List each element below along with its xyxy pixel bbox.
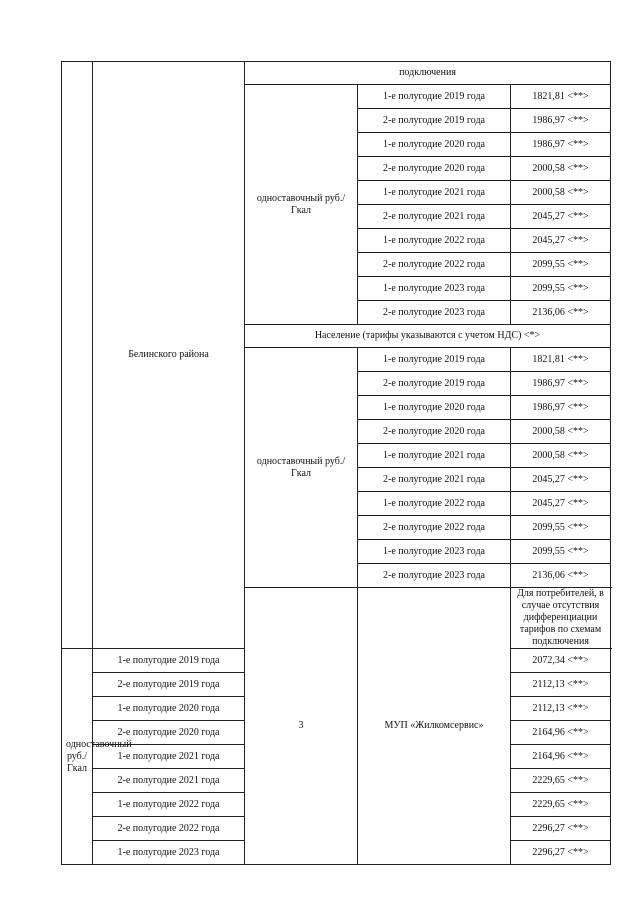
period-cell: 1-е полугодие 2023 года xyxy=(358,540,511,564)
value-cell: 2296,27 <**> xyxy=(511,841,611,865)
organization-name-cell: МУП «Жилкомсервис» xyxy=(358,588,511,865)
period-cell: 1-е полугодие 2022 года xyxy=(93,793,245,817)
value-cell: 2099,55 <**> xyxy=(511,540,611,564)
period-cell: 1-е полугодие 2019 года xyxy=(358,85,511,109)
section-number-cell xyxy=(62,62,93,649)
value-cell: 2099,55 <**> xyxy=(511,277,611,301)
tariff-table xyxy=(61,61,611,865)
value-cell: 1986,97 <**> xyxy=(511,372,611,396)
period-cell: 1-е полугодие 2020 года xyxy=(358,133,511,157)
period-cell: 2-е полугодие 2023 года xyxy=(358,564,511,588)
tariff-type-cell: одноставочный руб./Гкал xyxy=(245,348,358,588)
period-cell: 1-е полугодие 2022 года xyxy=(358,229,511,253)
section-number-cell: 3 xyxy=(245,588,358,865)
value-cell: 2164,96 <**> xyxy=(511,721,611,745)
value-cell: 2045,27 <**> xyxy=(511,468,611,492)
group-header: Население (тарифы указываются с учетом НДС) <*> xyxy=(245,325,611,348)
tariff-type-cell: одноставочный руб./Гкал xyxy=(62,649,93,865)
value-cell: 2045,27 <**> xyxy=(511,492,611,516)
period-cell: 1-е полугодие 2019 года xyxy=(93,649,245,673)
value-cell: 1821,81 <**> xyxy=(511,348,611,372)
period-cell: 2-е полугодие 2023 года xyxy=(358,301,511,325)
period-cell: 2-е полугодие 2022 года xyxy=(358,516,511,540)
period-cell: 2-е полугодие 2020 года xyxy=(93,721,245,745)
value-cell: 2229,65 <**> xyxy=(511,793,611,817)
period-cell: 1-е полугодие 2021 года xyxy=(358,181,511,205)
value-cell: 2112,13 <**> xyxy=(511,673,611,697)
value-cell: 2099,55 <**> xyxy=(511,516,611,540)
period-cell: 1-е полугодие 2021 года xyxy=(93,745,245,769)
period-cell: 1-е полугодие 2020 года xyxy=(358,396,511,420)
group-header: подключения xyxy=(245,62,611,85)
period-cell: 1-е полугодие 2021 года xyxy=(358,444,511,468)
period-cell: 2-е полугодие 2020 года xyxy=(358,420,511,444)
value-cell: 1986,97 <**> xyxy=(511,109,611,133)
value-cell: 2045,27 <**> xyxy=(511,229,611,253)
period-cell: 2-е полугодие 2019 года xyxy=(358,109,511,133)
value-cell: 2072,34 <**> xyxy=(511,649,611,673)
value-cell: 2136,06 <**> xyxy=(511,301,611,325)
period-cell: 2-е полугодие 2022 года xyxy=(358,253,511,277)
group-header: Для потребителей, в случае отсутствия дифференциации тарифов по схемам подключения xyxy=(511,588,611,649)
period-cell: 1-е полугодие 2023 года xyxy=(93,841,245,865)
period-cell: 2-е полугодие 2021 года xyxy=(93,769,245,793)
value-cell: 2136,06 <**> xyxy=(511,564,611,588)
value-cell: 2000,58 <**> xyxy=(511,444,611,468)
period-cell: 1-е полугодие 2020 года xyxy=(93,697,245,721)
period-cell: 2-е полугодие 2019 года xyxy=(358,372,511,396)
period-cell: 2-е полугодие 2021 года xyxy=(358,468,511,492)
tariff-type-cell: одноставочный руб./Гкал xyxy=(245,85,358,325)
value-cell: 1986,97 <**> xyxy=(511,133,611,157)
period-cell: 2-е полугодие 2020 года xyxy=(358,157,511,181)
period-cell: 2-е полугодие 2021 года xyxy=(358,205,511,229)
period-cell: 2-е полугодие 2022 года xyxy=(93,817,245,841)
value-cell: 2229,65 <**> xyxy=(511,769,611,793)
organization-name-cell: Белинского района xyxy=(93,62,245,649)
value-cell: 2099,55 <**> xyxy=(511,253,611,277)
value-cell: 2296,27 <**> xyxy=(511,817,611,841)
value-cell: 1821,81 <**> xyxy=(511,85,611,109)
period-cell: 1-е полугодие 2019 года xyxy=(358,348,511,372)
value-cell: 2045,27 <**> xyxy=(511,205,611,229)
value-cell: 2164,96 <**> xyxy=(511,745,611,769)
period-cell: 1-е полугодие 2022 года xyxy=(358,492,511,516)
value-cell: 2112,13 <**> xyxy=(511,697,611,721)
value-cell: 2000,58 <**> xyxy=(511,420,611,444)
period-cell: 2-е полугодие 2019 года xyxy=(93,673,245,697)
value-cell: 1986,97 <**> xyxy=(511,396,611,420)
period-cell: 1-е полугодие 2023 года xyxy=(358,277,511,301)
value-cell: 2000,58 <**> xyxy=(511,181,611,205)
value-cell: 2000,58 <**> xyxy=(511,157,611,181)
